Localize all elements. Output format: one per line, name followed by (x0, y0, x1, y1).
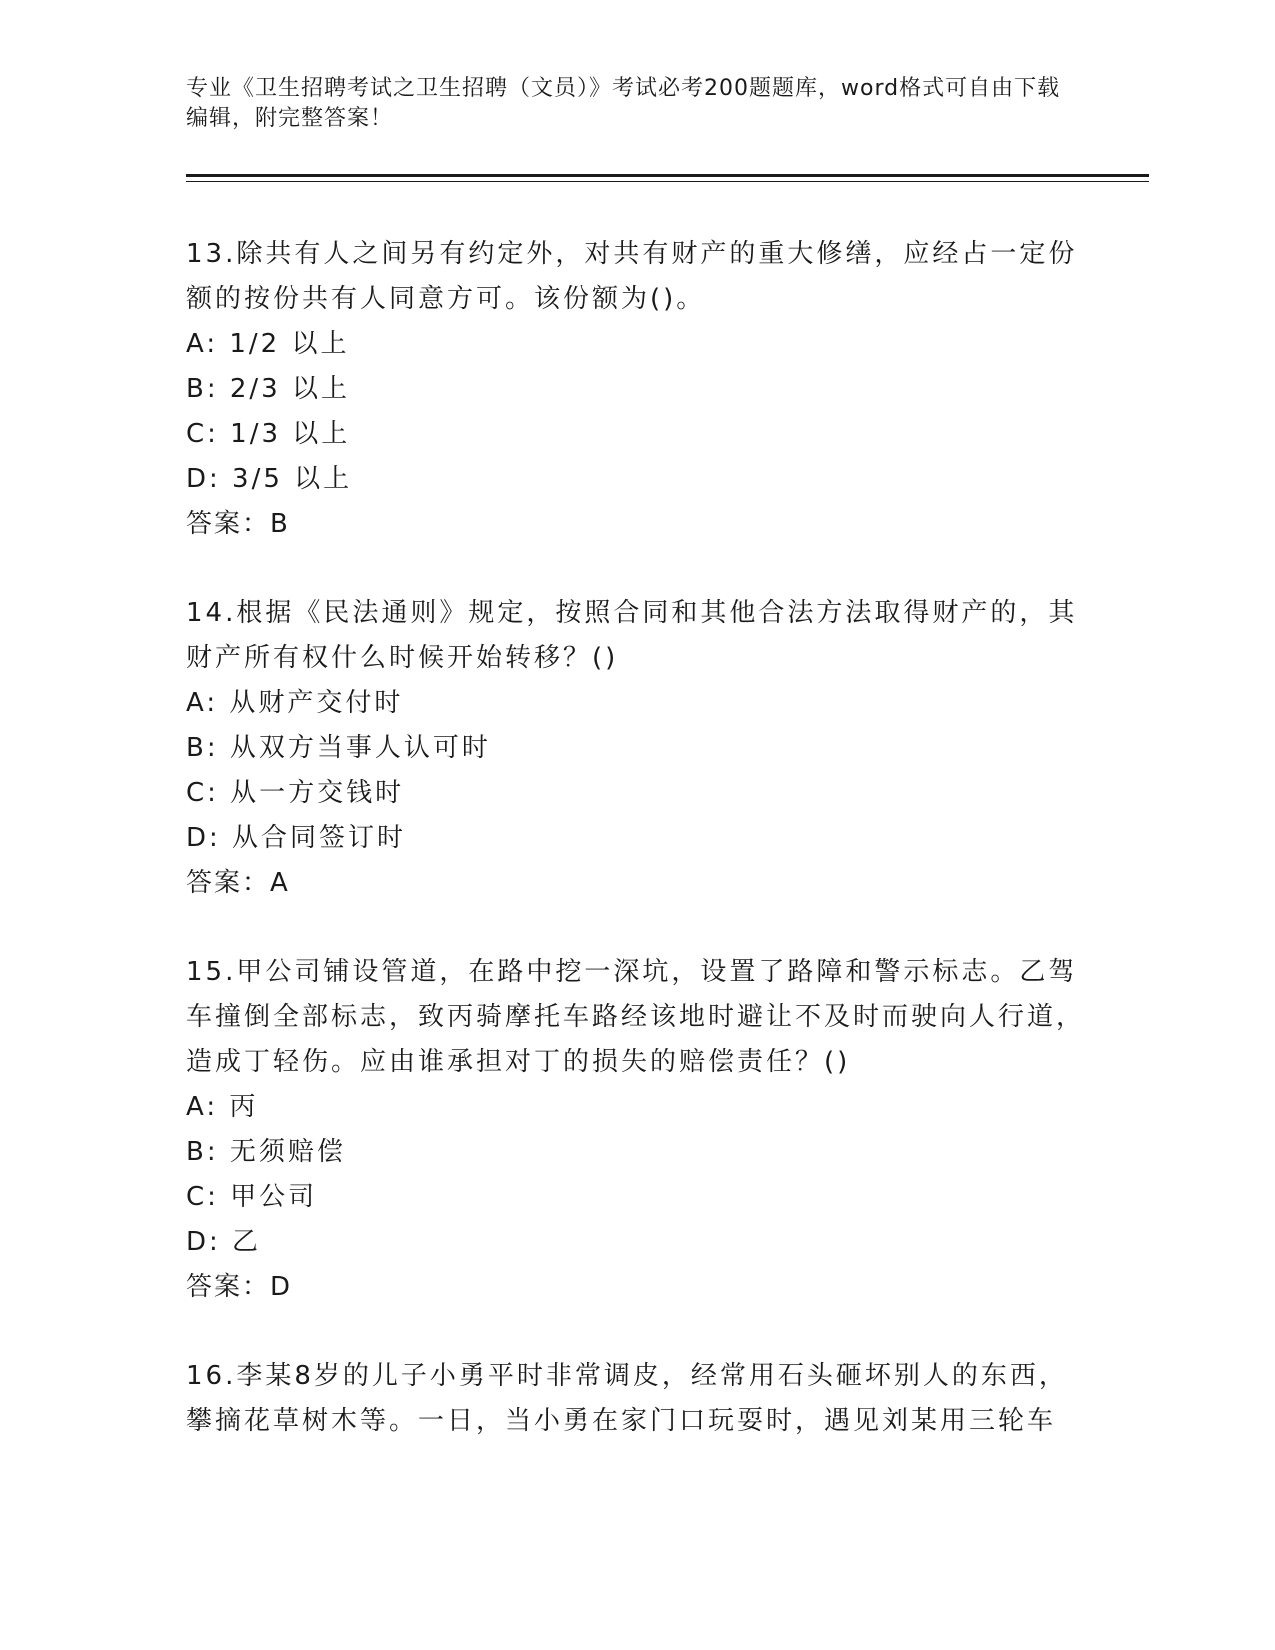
question-15 (186, 950, 1086, 1310)
question-stem: 14.根据《民法通则》规定，按照合同和其他合法方法取得财产的，其财产所有权什么时候开始转移？() (186, 598, 1078, 673)
option-d: D: 乙 (186, 1227, 262, 1257)
header-divider-thick (186, 174, 1149, 177)
header-divider-thin (186, 181, 1149, 182)
answer-line: 答案：A (186, 868, 290, 898)
option-d: D: 3/5 以上 (186, 464, 353, 494)
option-a: A: 从财产交付时 (186, 688, 404, 718)
option-d: D: 从合同签订时 (186, 823, 407, 853)
question-16 (186, 1354, 1086, 1444)
question-stem: 16.李某8岁的儿子小勇平时非常调皮，经常用石头砸坏别人的东西，攀摘花草树木等。一日，当小勇在家门口玩耍时，遇见刘某用三轮车 (186, 1361, 1068, 1436)
option-a: A: 1/2 以上 (186, 329, 350, 359)
option-b: B: 2/3 以上 (186, 374, 350, 404)
question-stem: 15.甲公司铺设管道，在路中挖一深坑，设置了路障和警示标志。乙驾车撞倒全部标志，致丙骑摩托车路经该地时避让不及时而驶向人行道，造成丁轻伤。应由谁承担对丁的损失的赔偿责任？() (186, 957, 1086, 1077)
answer-line: 答案：B (186, 509, 290, 539)
option-b: B: 无须赔偿 (186, 1137, 346, 1167)
question-list (186, 232, 1086, 1488)
option-c: C: 甲公司 (186, 1182, 318, 1212)
answer-line: 答案：D (186, 1272, 293, 1302)
option-b: B: 从双方当事人认可时 (186, 733, 491, 763)
option-a: A: 丙 (186, 1092, 259, 1122)
option-c: C: 从一方交钱时 (186, 778, 405, 808)
option-c: C: 1/3 以上 (186, 419, 351, 449)
question-stem: 13.除共有人之间另有约定外，对共有财产的重大修缮，应经占一定份额的按份共有人同意方可。该份额为()。 (186, 239, 1078, 314)
question-14 (186, 591, 1086, 906)
header-intro: 专业《卫生招聘考试之卫生招聘（文员）》考试必考200题题库，word格式可自由下载编辑，附完整答案！ (186, 76, 1061, 131)
question-13 (186, 232, 1086, 547)
